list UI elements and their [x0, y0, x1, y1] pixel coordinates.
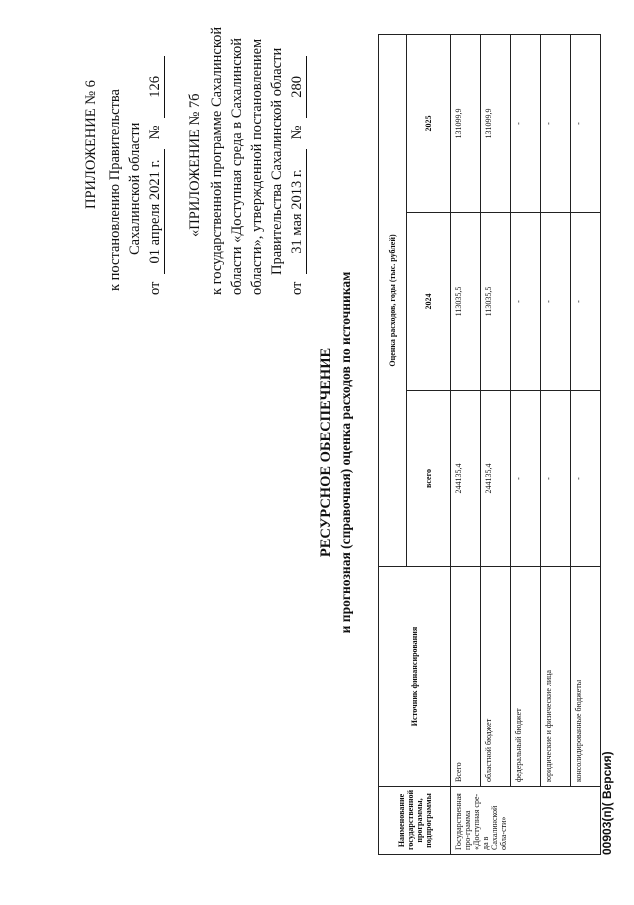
col-source-header: Источник финансирования — [379, 567, 451, 787]
table-row — [571, 34, 601, 854]
y2025-cell: - — [571, 34, 601, 212]
table-row — [511, 34, 541, 854]
program-line-3: области», утвержденной постановлением — [249, 38, 265, 295]
prev-date-row — [286, 56, 308, 295]
total-cell: 244135,4 — [451, 391, 481, 567]
y2025-cell: - — [541, 34, 571, 212]
y2024-cell: 113035,5 — [451, 213, 481, 391]
total-cell: - — [541, 391, 571, 567]
resolution-number: 126 — [146, 56, 165, 118]
program-line-2: области «Доступная среда в Сахалинской — [229, 37, 245, 295]
col-total-header: всего — [407, 391, 451, 567]
total-cell: - — [571, 391, 601, 567]
prev-from-label: от — [289, 281, 305, 295]
y2024-cell: - — [511, 213, 541, 391]
y2025-cell: 131099,9 — [451, 34, 481, 212]
table-row — [451, 34, 481, 854]
col-2025-header: 2025 — [407, 34, 451, 212]
document-title: РЕСУРСНОЕ ОБЕСПЕЧЕНИЕ — [318, 347, 334, 558]
document-subtitle: и прогнозная (справочная) оценка расходов по источникам — [338, 271, 353, 634]
resources-table — [378, 34, 601, 855]
source-cell: федеральный бюджет — [511, 567, 541, 787]
y2024-cell: - — [571, 213, 601, 391]
col-name-header: Наименование государственной программы, подпрограммы — [379, 787, 451, 855]
total-cell: 244135,4 — [481, 391, 511, 567]
number-label: № — [147, 125, 163, 140]
appendix-title: ПРИЛОЖЕНИЕ № 6 — [83, 80, 99, 209]
col-estimate-header: Оценка расходов, годы (тыс. рублей) — [379, 34, 407, 566]
y2025-cell: 131099,9 — [481, 34, 511, 212]
program-line-1: к государственной программе Сахалинской — [209, 26, 225, 295]
source-cell: юридические и физические лица — [541, 567, 571, 787]
source-cell: областной бюджет — [481, 567, 511, 787]
from-label: от — [147, 281, 163, 295]
table-row — [481, 34, 511, 854]
document-code: 00903(п)( Версия) — [600, 751, 614, 855]
source-cell: консолидированные бюджеты — [571, 567, 601, 787]
prev-appendix-title: «ПРИЛОЖЕНИЕ № 7б — [187, 93, 203, 237]
program-name-cell: Государственная про-грамма «Доступная сре-да в Сахалинской обла-сти» — [451, 787, 601, 855]
y2025-cell: - — [511, 34, 541, 212]
y2024-cell: 113035,5 — [481, 213, 511, 391]
resolution-line-1: к постановлению Правительства — [107, 89, 123, 291]
prev-number-label: № — [289, 125, 305, 140]
source-cell: Всего — [451, 567, 481, 787]
y2024-cell: - — [541, 213, 571, 391]
total-cell: - — [511, 391, 541, 567]
prev-number: 280 — [288, 56, 307, 118]
program-line-4: Правительства Сахалинской области — [269, 47, 285, 275]
resolution-date-row — [144, 56, 166, 295]
col-2024-header: 2024 — [407, 213, 451, 391]
table-header-row-1 — [379, 34, 407, 854]
resolution-line-2: Сахалинской области — [127, 122, 143, 255]
prev-date: 31 мая 2013 г. — [288, 149, 307, 274]
resolution-date: 01 апреля 2021 г. — [146, 149, 165, 274]
table-row — [541, 34, 571, 854]
